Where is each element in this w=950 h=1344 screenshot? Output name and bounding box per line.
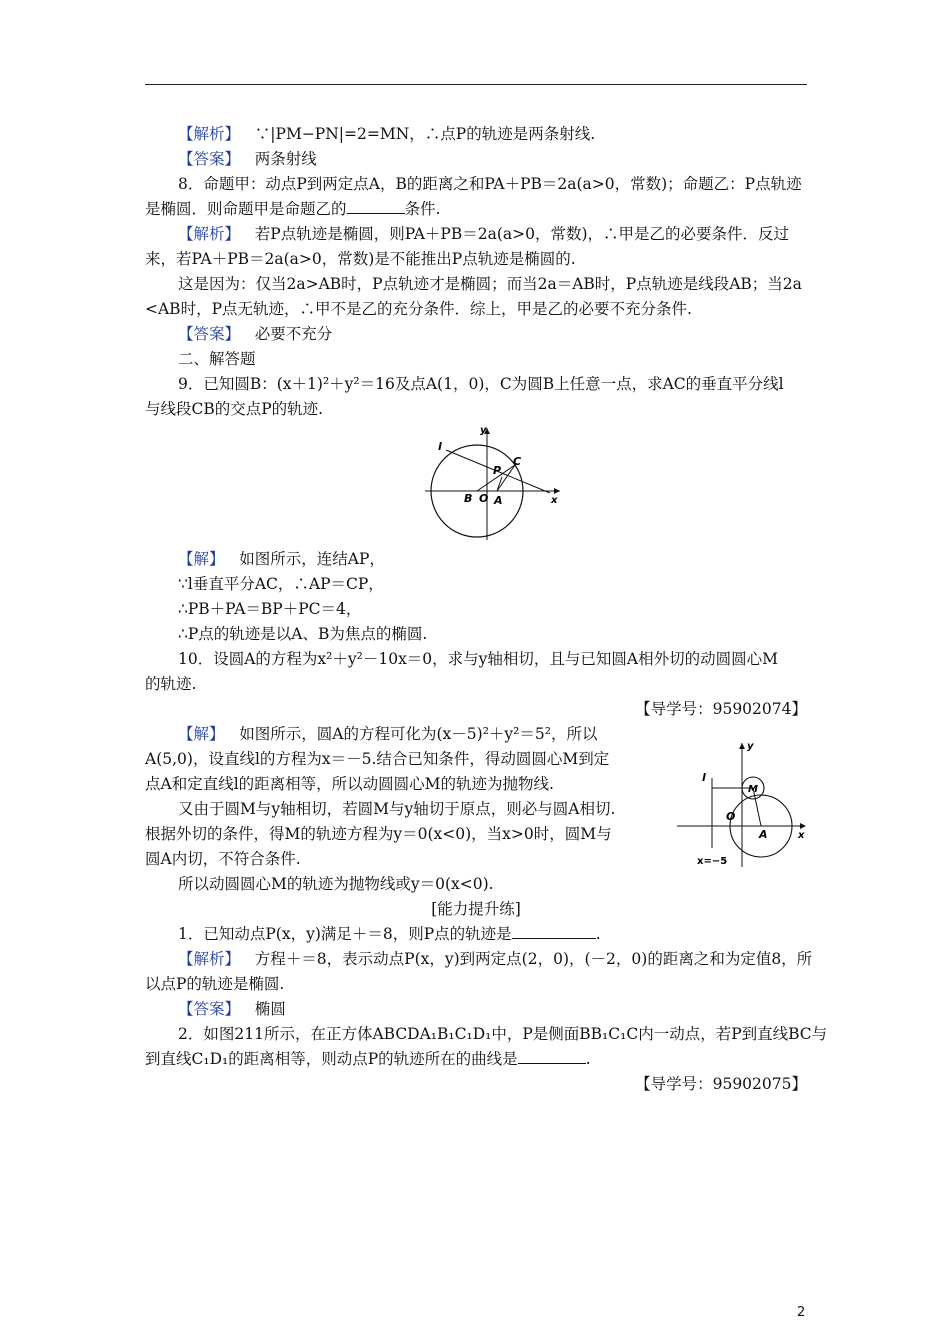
question-8-tail: 条件. [404, 200, 441, 218]
analysis-text: 方程＋＝8，表示动点P(x，y)到两定点(2，0)，(－2，0)的距离之和为定值8，所 [254, 950, 813, 968]
label-p: P [493, 464, 502, 477]
line-5 [178, 224, 789, 244]
solution-10-line-5: 根据外切的条件，得M的轨迹方程为y＝0(x<0)，当x>0时，圆M与 [145, 825, 612, 843]
question-10-line-2: 的轨迹. [145, 675, 197, 693]
solution-10-line-1 [178, 724, 597, 744]
analysis-text: 若P点轨迹是椭圆，则PA＋PB＝2a(a>0，常数)，∴甲是乙的必要条件．反过 [254, 225, 790, 243]
label-x-eq: x=−5 [697, 856, 728, 867]
exercise-2-tail: . [585, 1050, 591, 1068]
label-x: x [551, 495, 558, 506]
question-9-line-2: 与线段CB的交点P的轨迹. [145, 400, 324, 418]
line-6: 来，若PA＋PB＝2a(a>0，常数)是不能推出P点轨迹是椭圆的. [145, 250, 576, 268]
label-o: O [479, 492, 489, 505]
solution-9-line-1 [178, 549, 385, 569]
analysis-tag: 【解析】 [178, 125, 241, 143]
label-a: A [759, 828, 768, 841]
guide-number: 【导学号：95902074】 [635, 700, 807, 718]
answer-text: 椭圆 [254, 1000, 286, 1018]
label-y: y [747, 741, 754, 752]
analysis-1-line-1 [178, 949, 812, 969]
label-b: B [464, 492, 473, 505]
solution-text: 如图所示，连结AP， [239, 550, 385, 568]
exercise-2-line-1: 2．如图211所示，在正方体ABCDA₁B₁C₁D₁中，P是侧面BB₁C₁C内一动点，若P到直线BC与 [178, 1025, 828, 1043]
label-l: l [702, 771, 706, 784]
exercise-1-text: 1．已知动点P(x，y)满足＋＝8，则P点的轨迹是 [178, 925, 512, 943]
blank-line [347, 199, 405, 214]
label-a: A [494, 494, 503, 507]
solution-9-line-2: ∵l垂直平分AC，∴AP＝CP， [178, 575, 384, 593]
guide-number: 【导学号：95902075】 [635, 1075, 807, 1093]
analysis-tag: 【解析】 [178, 225, 241, 243]
solution-tag: 【解】 [178, 550, 225, 568]
answer-text: 两条射线 [254, 150, 317, 168]
page-number: 2 [797, 1305, 806, 1320]
answer-1-line [178, 999, 286, 1019]
solution-10-line-3: 点A和定直线l的距离相等，所以动圆圆心M的轨迹为抛物线. [145, 775, 554, 793]
question-10-line-1: 10．设圆A的方程为x²＋y²－10x＝0，求与y轴相切，且与已知圆A相外切的动圆圆心M [178, 650, 778, 668]
solution-9-line-4: ∴P点的轨迹是以A、B为焦点的椭圆. [178, 625, 428, 643]
header-rule [145, 84, 807, 85]
label-m: M [748, 784, 758, 795]
line-1 [178, 124, 595, 144]
line-8: <AB时，P点无轨迹，∴甲不是乙的充分条件．综上，甲是乙的必要不充分条件. [145, 300, 692, 318]
solution-10-line-6: 圆A内切，不符合条件. [145, 850, 301, 868]
analysis-tag: 【解析】 [178, 950, 241, 968]
blank-line [512, 924, 596, 939]
question-9-line-1: 9．已知圆B：(x＋1)²＋y²＝16及点A(1，0)，C为圆B上任意一点，求AC的垂直平分线l [178, 375, 784, 393]
answer-tag: 【答案】 [178, 150, 241, 168]
label-x: x [798, 830, 805, 841]
solution-10-line-7: 所以动圆圆心M的轨迹为抛物线或y＝0(x<0). [178, 875, 494, 893]
solution-text: 如图所示，圆A的方程可化为(x－5)²＋y²＝5²，所以 [239, 725, 598, 743]
label-l: l [438, 440, 442, 453]
question-8-line-1: 8．命题甲：动点P到两定点A，B的距离之和PA＋PB＝2a(a>0，常数)；命题乙：P点轨迹 [178, 175, 802, 193]
line-7: 这是因为：仅当2a>AB时，P点轨迹才是椭圆；而当2a＝AB时，P点轨迹是线段AB；当2a [178, 275, 802, 293]
line-2 [178, 149, 317, 169]
label-c: C [513, 455, 522, 468]
figure-circle-b [420, 420, 570, 545]
exercise-2-line-2 [145, 1049, 591, 1069]
question-8-line-2 [145, 199, 440, 219]
solution-9-line-3: ∴PB＋PA＝BP＋PC＝4， [178, 600, 362, 618]
exercise-2-text: 到直线C₁D₁的距离相等，则动点P的轨迹所在的曲线是 [145, 1050, 518, 1068]
solution-tag: 【解】 [178, 725, 225, 743]
figure-circle-a [675, 740, 810, 870]
exercise-1-tail: . [595, 925, 601, 943]
label-o: O [726, 810, 736, 823]
section-ability: [能力提升练] [431, 900, 521, 918]
analysis-1-line-2: 以点P的轨迹是椭圆. [145, 975, 285, 993]
answer-text: 必要不充分 [254, 325, 333, 343]
solution-10-line-4: 又由于圆M与y轴相切，若圆M与y轴切于原点，则必与圆A相切. [178, 800, 616, 818]
question-8-text: 是椭圆．则命题甲是命题乙的 [145, 200, 347, 218]
analysis-text: ∵|PM−PN|=2=MN，∴点P的轨迹是两条射线. [254, 125, 596, 143]
answer-tag: 【答案】 [178, 1000, 241, 1018]
section-heading: 二、解答题 [178, 350, 256, 368]
exercise-1-line [178, 924, 601, 944]
answer-tag: 【答案】 [178, 325, 241, 343]
blank-line [518, 1049, 586, 1064]
solution-10-line-2: A(5,0)，设直线l的方程为x＝－5.结合已知条件，得动圆圆心M到定 [145, 750, 610, 768]
label-y: y [480, 425, 487, 436]
line-9 [178, 324, 332, 344]
